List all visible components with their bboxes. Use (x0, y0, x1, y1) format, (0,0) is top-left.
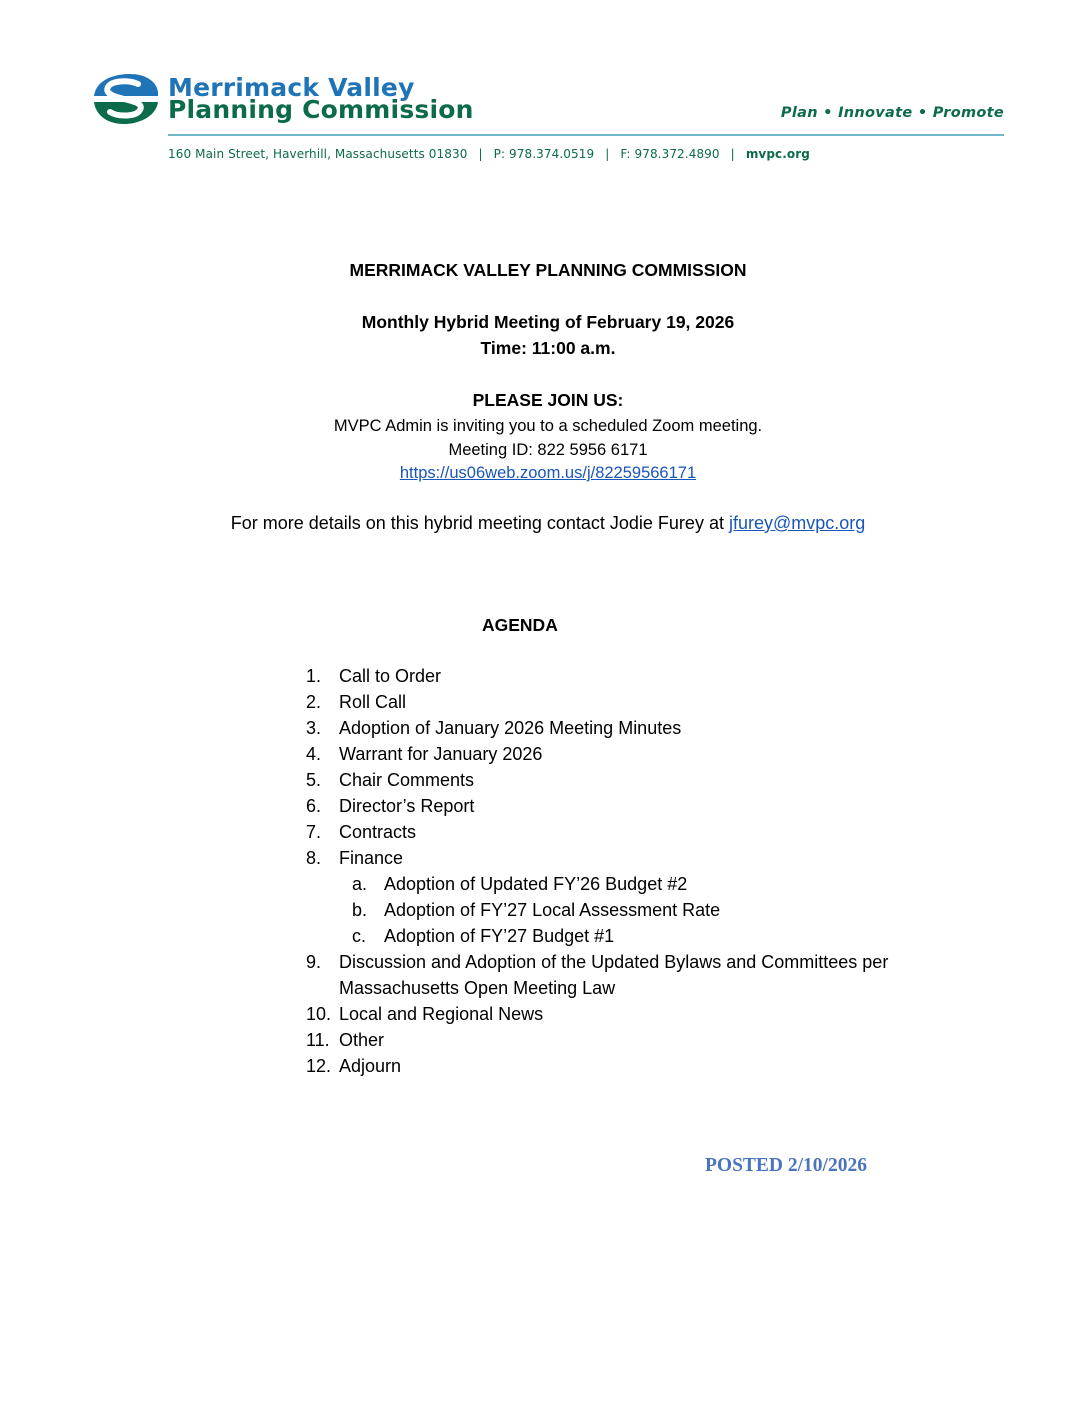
agenda-subitem (306, 871, 888, 897)
agenda-item-text: Local and Regional News (339, 1004, 544, 1024)
meeting-id: Meeting ID: 822 5956 6171 (448, 441, 648, 459)
agenda-item-continuation (306, 975, 888, 1001)
agenda-item (306, 767, 888, 793)
phone: P: 978.374.0519 (493, 147, 595, 161)
separator: | (478, 147, 483, 161)
agenda-item-number: 10. (306, 1004, 332, 1024)
agenda-item-text: Adoption of January 2026 Meeting Minutes (339, 718, 682, 738)
org-name-line1: Merrimack Valley (168, 73, 415, 102)
website: mvpc.org (745, 147, 810, 161)
agenda-subitem-text: Adoption of FY’27 Budget #1 (384, 926, 615, 946)
agenda-item (306, 793, 888, 819)
separator: | (605, 147, 610, 161)
agenda-item-text: Discussion and Adoption of the Updated Bylaws and Committees per (339, 952, 889, 972)
agenda-subitem (306, 897, 888, 923)
agenda-subitem-letter: b. (352, 900, 368, 920)
document-title: MERRIMACK VALLEY PLANNING COMMISSION (349, 260, 747, 280)
agenda-item-number: 4. (306, 744, 322, 764)
separator: | (730, 147, 735, 161)
mvpc-logo-icon (92, 72, 160, 126)
agenda-item-text: Contracts (339, 822, 417, 842)
tagline: Plan • Innovate • Promote (780, 105, 1004, 121)
agenda-item-number: 12. (306, 1056, 332, 1076)
agenda-item (306, 715, 888, 741)
agenda-item-text: Warrant for January 2026 (339, 744, 543, 764)
agenda-subitem-letter: c. (352, 926, 367, 946)
agenda-item (306, 741, 888, 767)
address: 160 Main Street, Haverhill, Massachusetts 01830 (168, 147, 468, 161)
agenda-item (306, 949, 888, 975)
meeting-time: Time: 11:00 a.m. (480, 338, 616, 358)
org-name-line2: Planning Commission (168, 95, 474, 124)
agenda-item-number: 5. (306, 770, 322, 790)
zoom-invite-text: MVPC Admin is inviting you to a scheduled Zoom meeting. (333, 417, 763, 435)
details-line (0, 513, 1088, 534)
header-divider (168, 134, 1004, 136)
agenda-item-number: 8. (306, 848, 322, 868)
agenda-title: AGENDA (482, 615, 558, 635)
agenda-item-number: 3. (306, 718, 322, 738)
agenda-item (306, 819, 888, 845)
zoom-link[interactable]: https://us06web.zoom.us/j/82259566171 (399, 464, 697, 482)
agenda-item-number: 7. (306, 822, 322, 842)
agenda-subitem-text: Adoption of FY’27 Local Assessment Rate (384, 900, 721, 920)
agenda-item-number: 1. (306, 666, 322, 686)
agenda-list (306, 663, 888, 1079)
meeting-heading: Monthly Hybrid Meeting of February 19, 2026 (361, 312, 735, 332)
agenda-item-text: Other (339, 1030, 385, 1050)
agenda-item (306, 663, 888, 689)
agenda-item (306, 845, 888, 871)
details-text: For more details on this hybrid meeting contact Jodie Furey at (230, 513, 729, 533)
agenda-item-text: Finance (339, 848, 404, 868)
agenda-item-text: Call to Order (339, 666, 442, 686)
agenda-item-text: Roll Call (339, 692, 407, 712)
org-name (168, 73, 474, 124)
agenda-item (306, 689, 888, 715)
agenda-item-text: Chair Comments (339, 770, 475, 790)
agenda-item-text: Director’s Report (339, 796, 475, 816)
agenda-item (306, 1001, 888, 1027)
agenda-subitem-text: Adoption of Updated FY’26 Budget #2 (384, 874, 688, 894)
posted-date: POSTED 2/10/2026 (705, 1155, 867, 1176)
contact-line (168, 147, 810, 161)
agenda-item (306, 1027, 888, 1053)
agenda-item-number: 11. (306, 1030, 330, 1050)
agenda-item-text: Adjourn (339, 1056, 402, 1076)
agenda-item-text: Massachusetts Open Meeting Law (339, 978, 616, 998)
agenda-item-number: 6. (306, 796, 322, 816)
agenda-item (306, 1053, 888, 1079)
agenda-item-number: 9. (306, 952, 322, 972)
contact-email-link[interactable]: jfurey@mvpc.org (728, 513, 866, 533)
agenda-item-number: 2. (306, 692, 322, 712)
join-heading: PLEASE JOIN US: (472, 390, 624, 410)
fax: F: 978.372.4890 (620, 147, 720, 161)
agenda-subitem-letter: a. (352, 874, 368, 894)
agenda-subitem (306, 923, 888, 949)
